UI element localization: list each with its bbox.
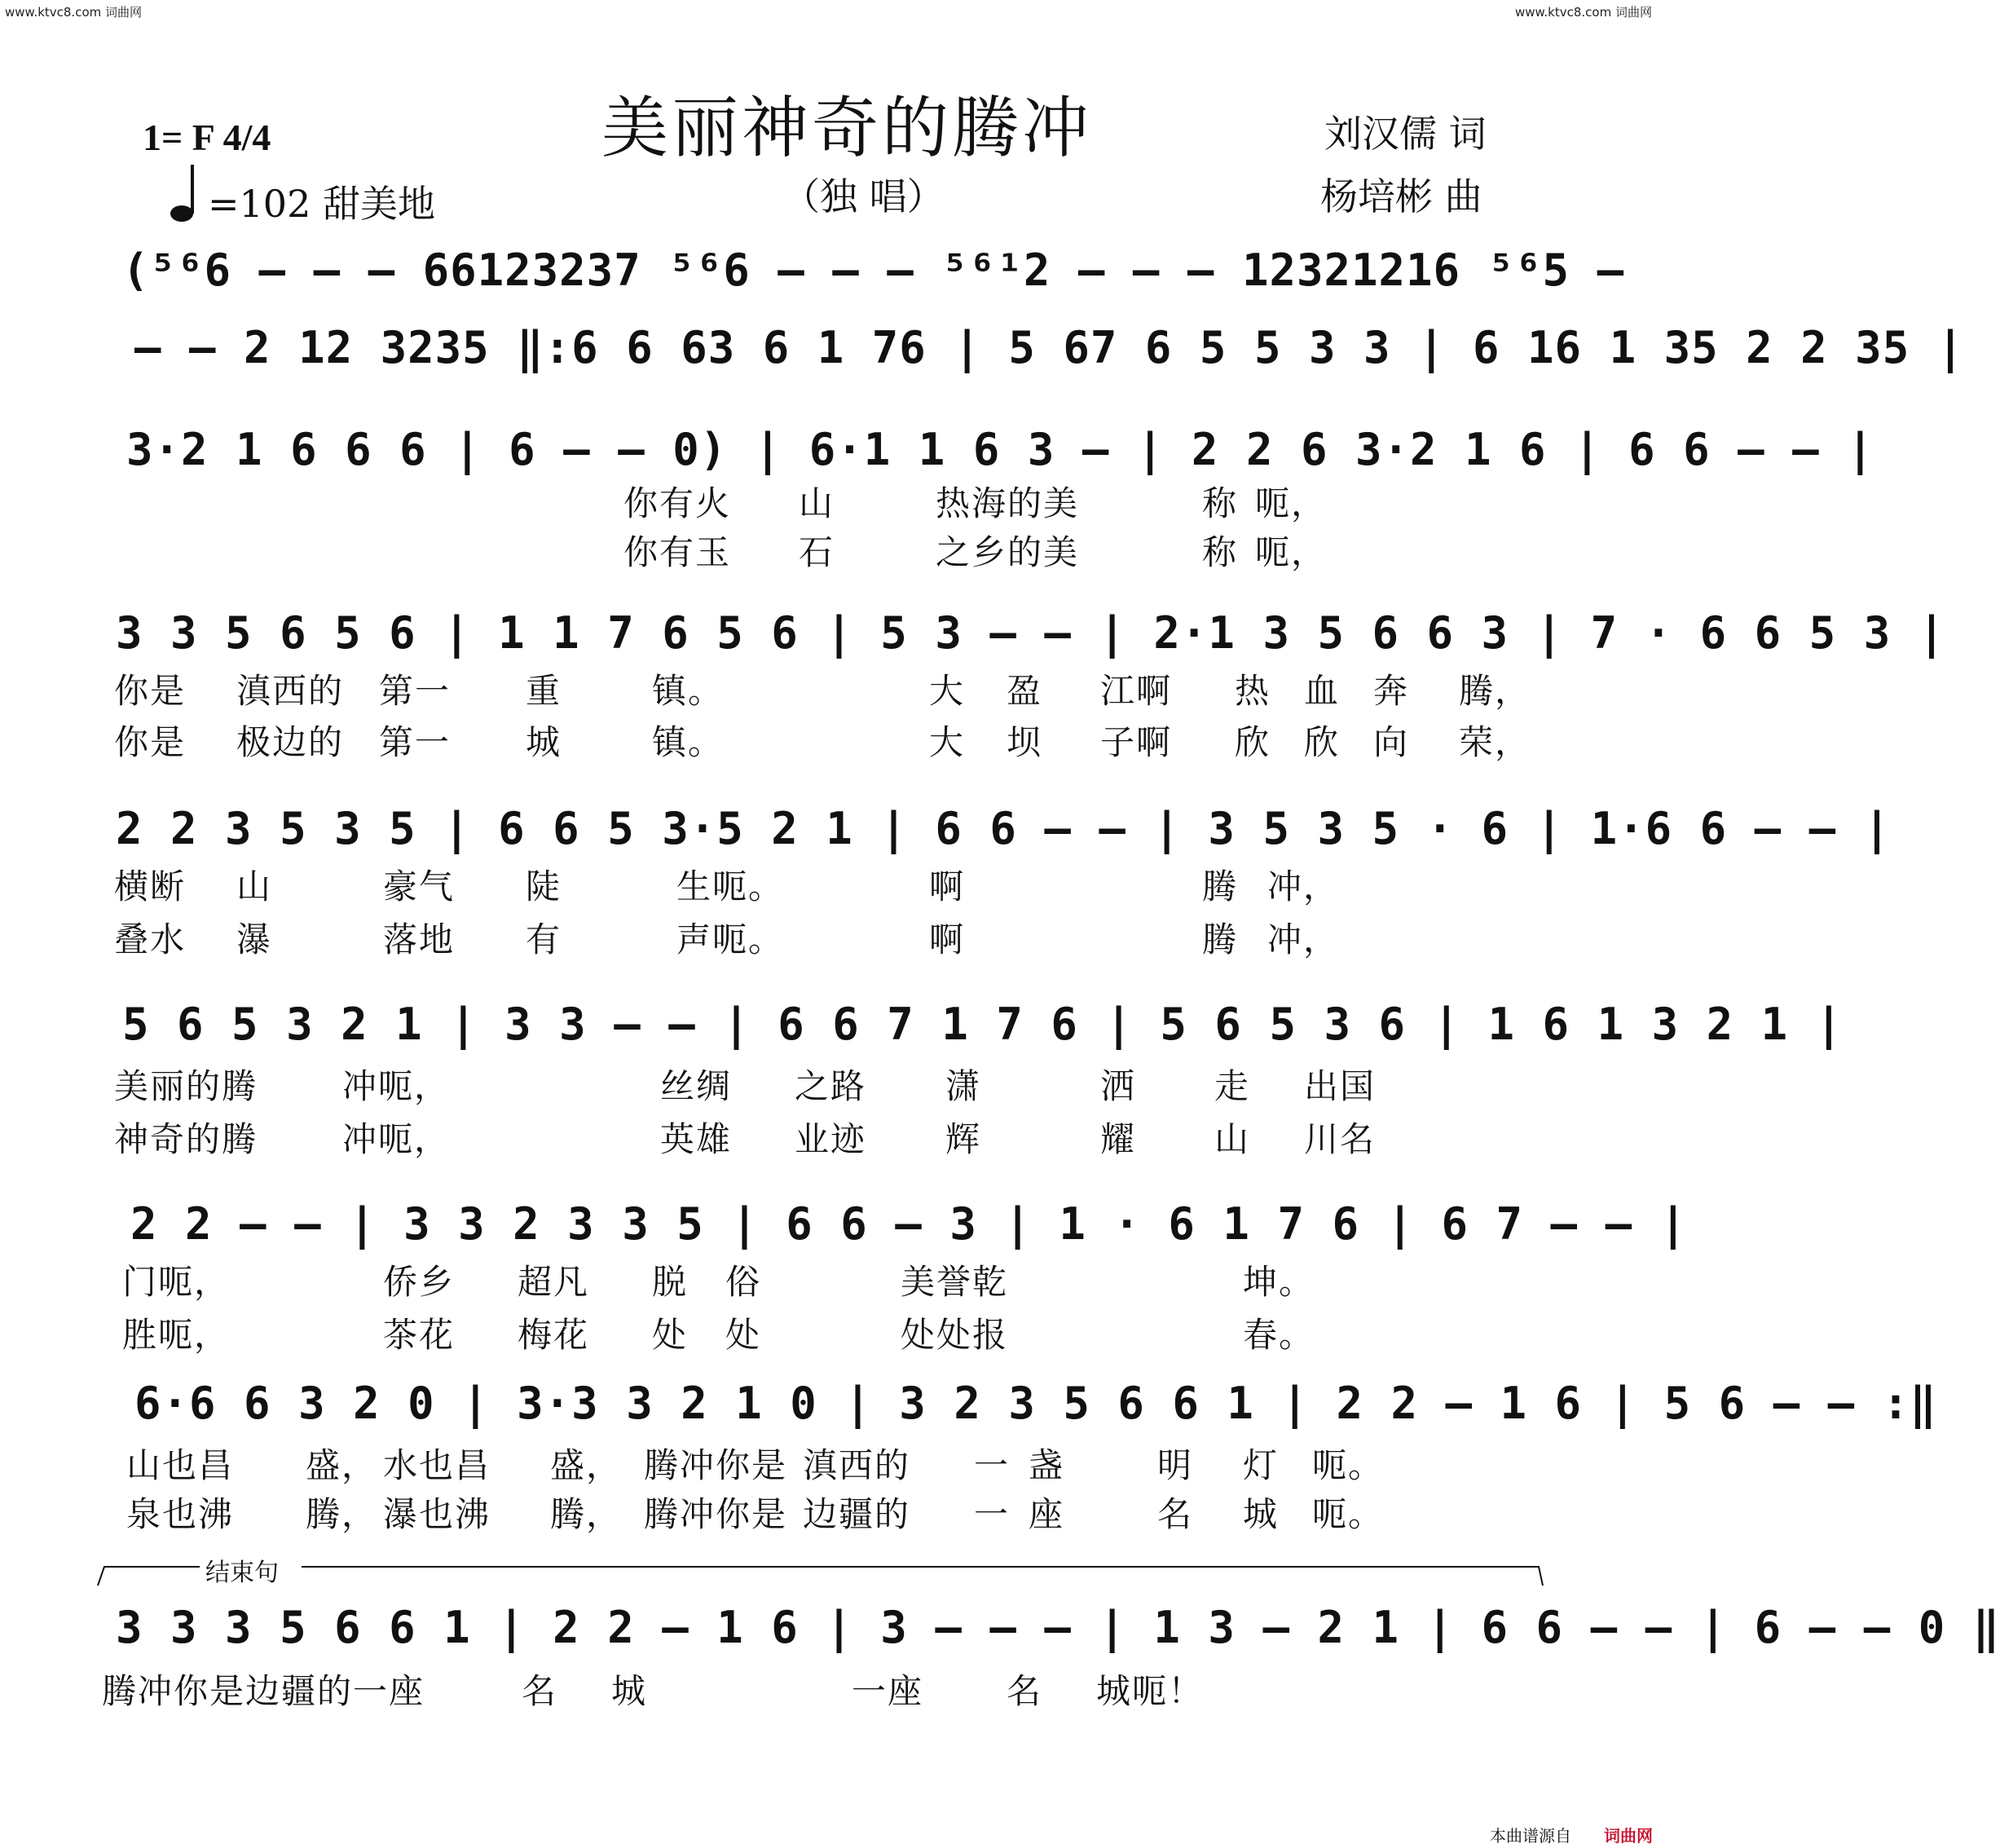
composer-credit: 杨培彬 曲	[1320, 174, 1482, 218]
notation-text: 3 3 5 6 5 6 | 1 1 7 6 5 6 | 5 3 — — | 2·1 3 5 6 6 3 | 7 · 6 6 5 3 |	[116, 607, 1946, 659]
lyric-syllable: 梅花	[518, 1315, 590, 1355]
lyric-syllable: 第一	[379, 671, 452, 711]
lyric-syllable: 胜呃，	[122, 1315, 231, 1355]
lyric-syllable: 腾冲你是边疆的一座	[102, 1671, 425, 1711]
lyric-syllable: 美丽的腾	[114, 1066, 258, 1106]
lyric-syllable: 你是	[114, 722, 187, 762]
lyric-syllable: 热海的美	[936, 483, 1080, 523]
lyric-syllable: 丝绸	[660, 1066, 733, 1106]
lyric-syllable: 山也昌	[126, 1445, 235, 1485]
lyric-syllable: 镇。	[652, 671, 725, 711]
lyric-syllable: 处	[652, 1315, 689, 1355]
coda-label: 结束句	[205, 1559, 279, 1587]
site-logo: 词曲网	[1604, 1826, 1653, 1846]
notation-text: — — 2 12 3235 ‖:6 6 63 6 1 76 | 5 67 6 5 5 3 3 | 6 16 1 35 2 2 35 |	[134, 322, 1965, 373]
lyric-syllable: 称	[1202, 483, 1239, 523]
lyric-syllable: 腾冲你是	[644, 1494, 788, 1534]
notation-text: 6·6 6 3 2 0 | 3·3 3 2 1 0 | 3 2 3 5 6 6 1 | 2 2 — 1 6 | 5 6 — — :‖	[134, 1378, 1937, 1429]
lyric-syllable: 之乡的美	[936, 532, 1080, 572]
notation-text: (⁵⁶6 — — — 66123237 ⁵⁶6 — — — ⁵⁶¹2 — — — 12321216 ⁵⁶5 —	[122, 245, 1625, 296]
lyric-syllable: 美誉乾	[901, 1262, 1009, 1302]
notation-text: 2 2 — — | 3 3 2 3 3 5 | 6 6 — 3 | 1 · 6 1 7 6 | 6 7 — — |	[130, 1198, 1688, 1250]
lyric-syllable: 泉也沸	[126, 1494, 235, 1534]
tempo-marking: =102 甜美地	[208, 182, 435, 226]
lyric-syllable: 耀	[1100, 1119, 1137, 1159]
lyric-syllable: 名	[1007, 1671, 1043, 1711]
lyric-syllable: 城	[611, 1671, 648, 1711]
lyric-syllable: 呃。	[1312, 1445, 1385, 1485]
lyric-syllable: 豪气	[383, 867, 456, 906]
lyric-syllable: 声呃。	[676, 920, 785, 959]
footer-source-text: 本曲谱源自	[1490, 1826, 1571, 1846]
lyric-syllable: 名	[1157, 1494, 1194, 1534]
lyric-syllable: 出国	[1304, 1066, 1377, 1106]
lyric-syllable: 腾	[1202, 867, 1239, 906]
lyric-syllable: 盛，	[306, 1445, 378, 1485]
lyric-syllable: 盏	[1029, 1445, 1065, 1485]
lyric-syllable: 你有火	[623, 483, 732, 523]
watermark-right: www.ktvc8.com 词曲网	[1514, 5, 1652, 20]
lyric-syllable: 落地	[383, 920, 456, 959]
lyric-syllable: 辉	[945, 1119, 982, 1159]
lyricist-credit: 刘汉儒 词	[1324, 112, 1487, 156]
lyric-syllable: 坝	[1007, 722, 1043, 762]
lyric-syllable: 超凡	[518, 1262, 590, 1302]
lyric-syllable: 走	[1214, 1066, 1251, 1106]
lyric-syllable: 业迹	[795, 1119, 867, 1159]
lyric-syllable: 一座	[852, 1671, 924, 1711]
lyric-syllable: 山	[236, 867, 273, 906]
lyric-syllable: 腾	[1202, 920, 1239, 959]
lyric-syllable: 一	[974, 1494, 1011, 1534]
lyric-syllable: 呃。	[1312, 1494, 1385, 1534]
lyric-syllable: 处	[725, 1315, 762, 1355]
key-signature: 1= F 4/4	[143, 117, 271, 158]
notation-text: 3 3 3 5 6 6 1 | 2 2 — 1 6 | 3 — — — | 1 3 — 2 1 | 6 6 — — | 6 — — 0 ‖	[116, 1602, 2000, 1653]
lyric-syllable: 滇西的	[236, 671, 345, 711]
lyric-syllable: 子啊	[1100, 722, 1173, 762]
lyric-syllable: 重	[526, 671, 562, 711]
watermark-left: www.ktvc8.com 词曲网	[5, 5, 143, 20]
lyric-syllable: 呃，	[1255, 483, 1328, 523]
lyric-syllable: 山	[799, 483, 835, 523]
lyric-syllable: 盛，	[550, 1445, 623, 1485]
lyric-syllable: 生呃。	[676, 867, 785, 906]
lyric-syllable: 称	[1202, 532, 1239, 572]
lyric-syllable: 灯	[1243, 1445, 1280, 1485]
lyric-syllable: 川名	[1304, 1119, 1377, 1159]
lyric-syllable: 冲，	[1267, 867, 1340, 906]
lyric-syllable: 荣，	[1459, 722, 1531, 762]
lyric-syllable: 热	[1235, 671, 1271, 711]
lyric-syllable: 有	[526, 920, 562, 959]
lyric-syllable: 腾，	[306, 1494, 378, 1534]
lyric-syllable: 腾，	[550, 1494, 623, 1534]
lyric-syllable: 之路	[795, 1066, 867, 1106]
lyric-syllable: 瀑也沸	[383, 1494, 491, 1534]
lyric-syllable: 第一	[379, 722, 452, 762]
lyric-syllable: 名	[522, 1671, 558, 1711]
lyric-syllable: 啊	[929, 920, 966, 959]
lyric-syllable: 冲呃，	[342, 1119, 451, 1159]
lyric-syllable: 腾冲你是	[644, 1445, 788, 1485]
lyric-syllable: 横断	[114, 867, 187, 906]
lyric-syllable: 滇西的	[803, 1445, 911, 1485]
lyric-syllable: 你是	[114, 671, 187, 711]
lyric-syllable: 处处报	[901, 1315, 1009, 1355]
lyric-syllable: 呃，	[1255, 532, 1328, 572]
lyric-syllable: 门呃，	[122, 1262, 231, 1302]
lyric-syllable: 座	[1029, 1494, 1065, 1534]
lyric-syllable: 陡	[526, 867, 562, 906]
lyric-syllable: 茶花	[383, 1315, 456, 1355]
lyric-syllable: 一	[974, 1445, 1011, 1485]
lyric-syllable: 俗	[725, 1262, 762, 1302]
lyric-syllable: 腾，	[1459, 671, 1531, 711]
song-subtitle: （独 唱）	[782, 174, 945, 218]
lyric-syllable: 城呃！	[1096, 1671, 1205, 1711]
lyric-syllable: 向	[1373, 722, 1410, 762]
lyric-syllable: 边疆的	[803, 1494, 911, 1534]
lyric-syllable: 潇	[945, 1066, 982, 1106]
lyric-syllable: 极边的	[236, 722, 345, 762]
lyric-syllable: 你有玉	[623, 532, 732, 572]
lyric-syllable: 冲呃，	[342, 1066, 451, 1106]
lyric-syllable: 山	[1214, 1119, 1251, 1159]
lyric-syllable: 大	[929, 722, 966, 762]
notation-text: 2 2 3 5 3 5 | 6 6 5 3·5 2 1 | 6 6 — — | 3 5 3 5 · 6 | 1·6 6 — — |	[116, 803, 1892, 854]
lyric-syllable: 冲，	[1267, 920, 1340, 959]
notation-text: 3·2 1 6 6 6 | 6 — — 0) | 6·1 1 6 3 — | 2 2 6 3·2 1 6 | 6 6 — — |	[126, 424, 1874, 475]
lyric-syllable: 洒	[1100, 1066, 1137, 1106]
lyric-syllable: 啊	[929, 867, 966, 906]
lyric-syllable: 水也昌	[383, 1445, 491, 1485]
lyric-syllable: 神奇的腾	[114, 1119, 258, 1159]
song-title: 美丽神奇的腾冲	[601, 90, 1093, 167]
lyric-syllable: 叠水	[114, 920, 187, 959]
lyric-syllable: 奔	[1373, 671, 1410, 711]
lyric-syllable: 明	[1157, 1445, 1194, 1485]
lyric-syllable: 血	[1304, 671, 1341, 711]
lyric-syllable: 盈	[1007, 671, 1043, 711]
lyric-syllable: 春。	[1243, 1315, 1315, 1355]
lyric-syllable: 大	[929, 671, 966, 711]
notation-text: 5 6 5 3 2 1 | 3 3 — — | 6 6 7 1 7 6 | 5 6 5 3 6 | 1 6 1 3 2 1 |	[122, 999, 1844, 1050]
lyric-syllable: 侨乡	[383, 1262, 456, 1302]
lyric-syllable: 英雄	[660, 1119, 733, 1159]
lyric-syllable: 江啊	[1100, 671, 1173, 711]
lyric-syllable: 欣	[1235, 722, 1271, 762]
lyric-syllable: 镇。	[652, 722, 725, 762]
lyric-syllable: 石	[799, 532, 835, 572]
lyric-syllable: 脱	[652, 1262, 689, 1302]
lyric-syllable: 城	[526, 722, 562, 762]
lyric-syllable: 瀑	[236, 920, 273, 959]
lyric-syllable: 城	[1243, 1494, 1280, 1534]
lyric-syllable: 坤。	[1243, 1262, 1315, 1302]
lyric-syllable: 欣	[1304, 722, 1341, 762]
